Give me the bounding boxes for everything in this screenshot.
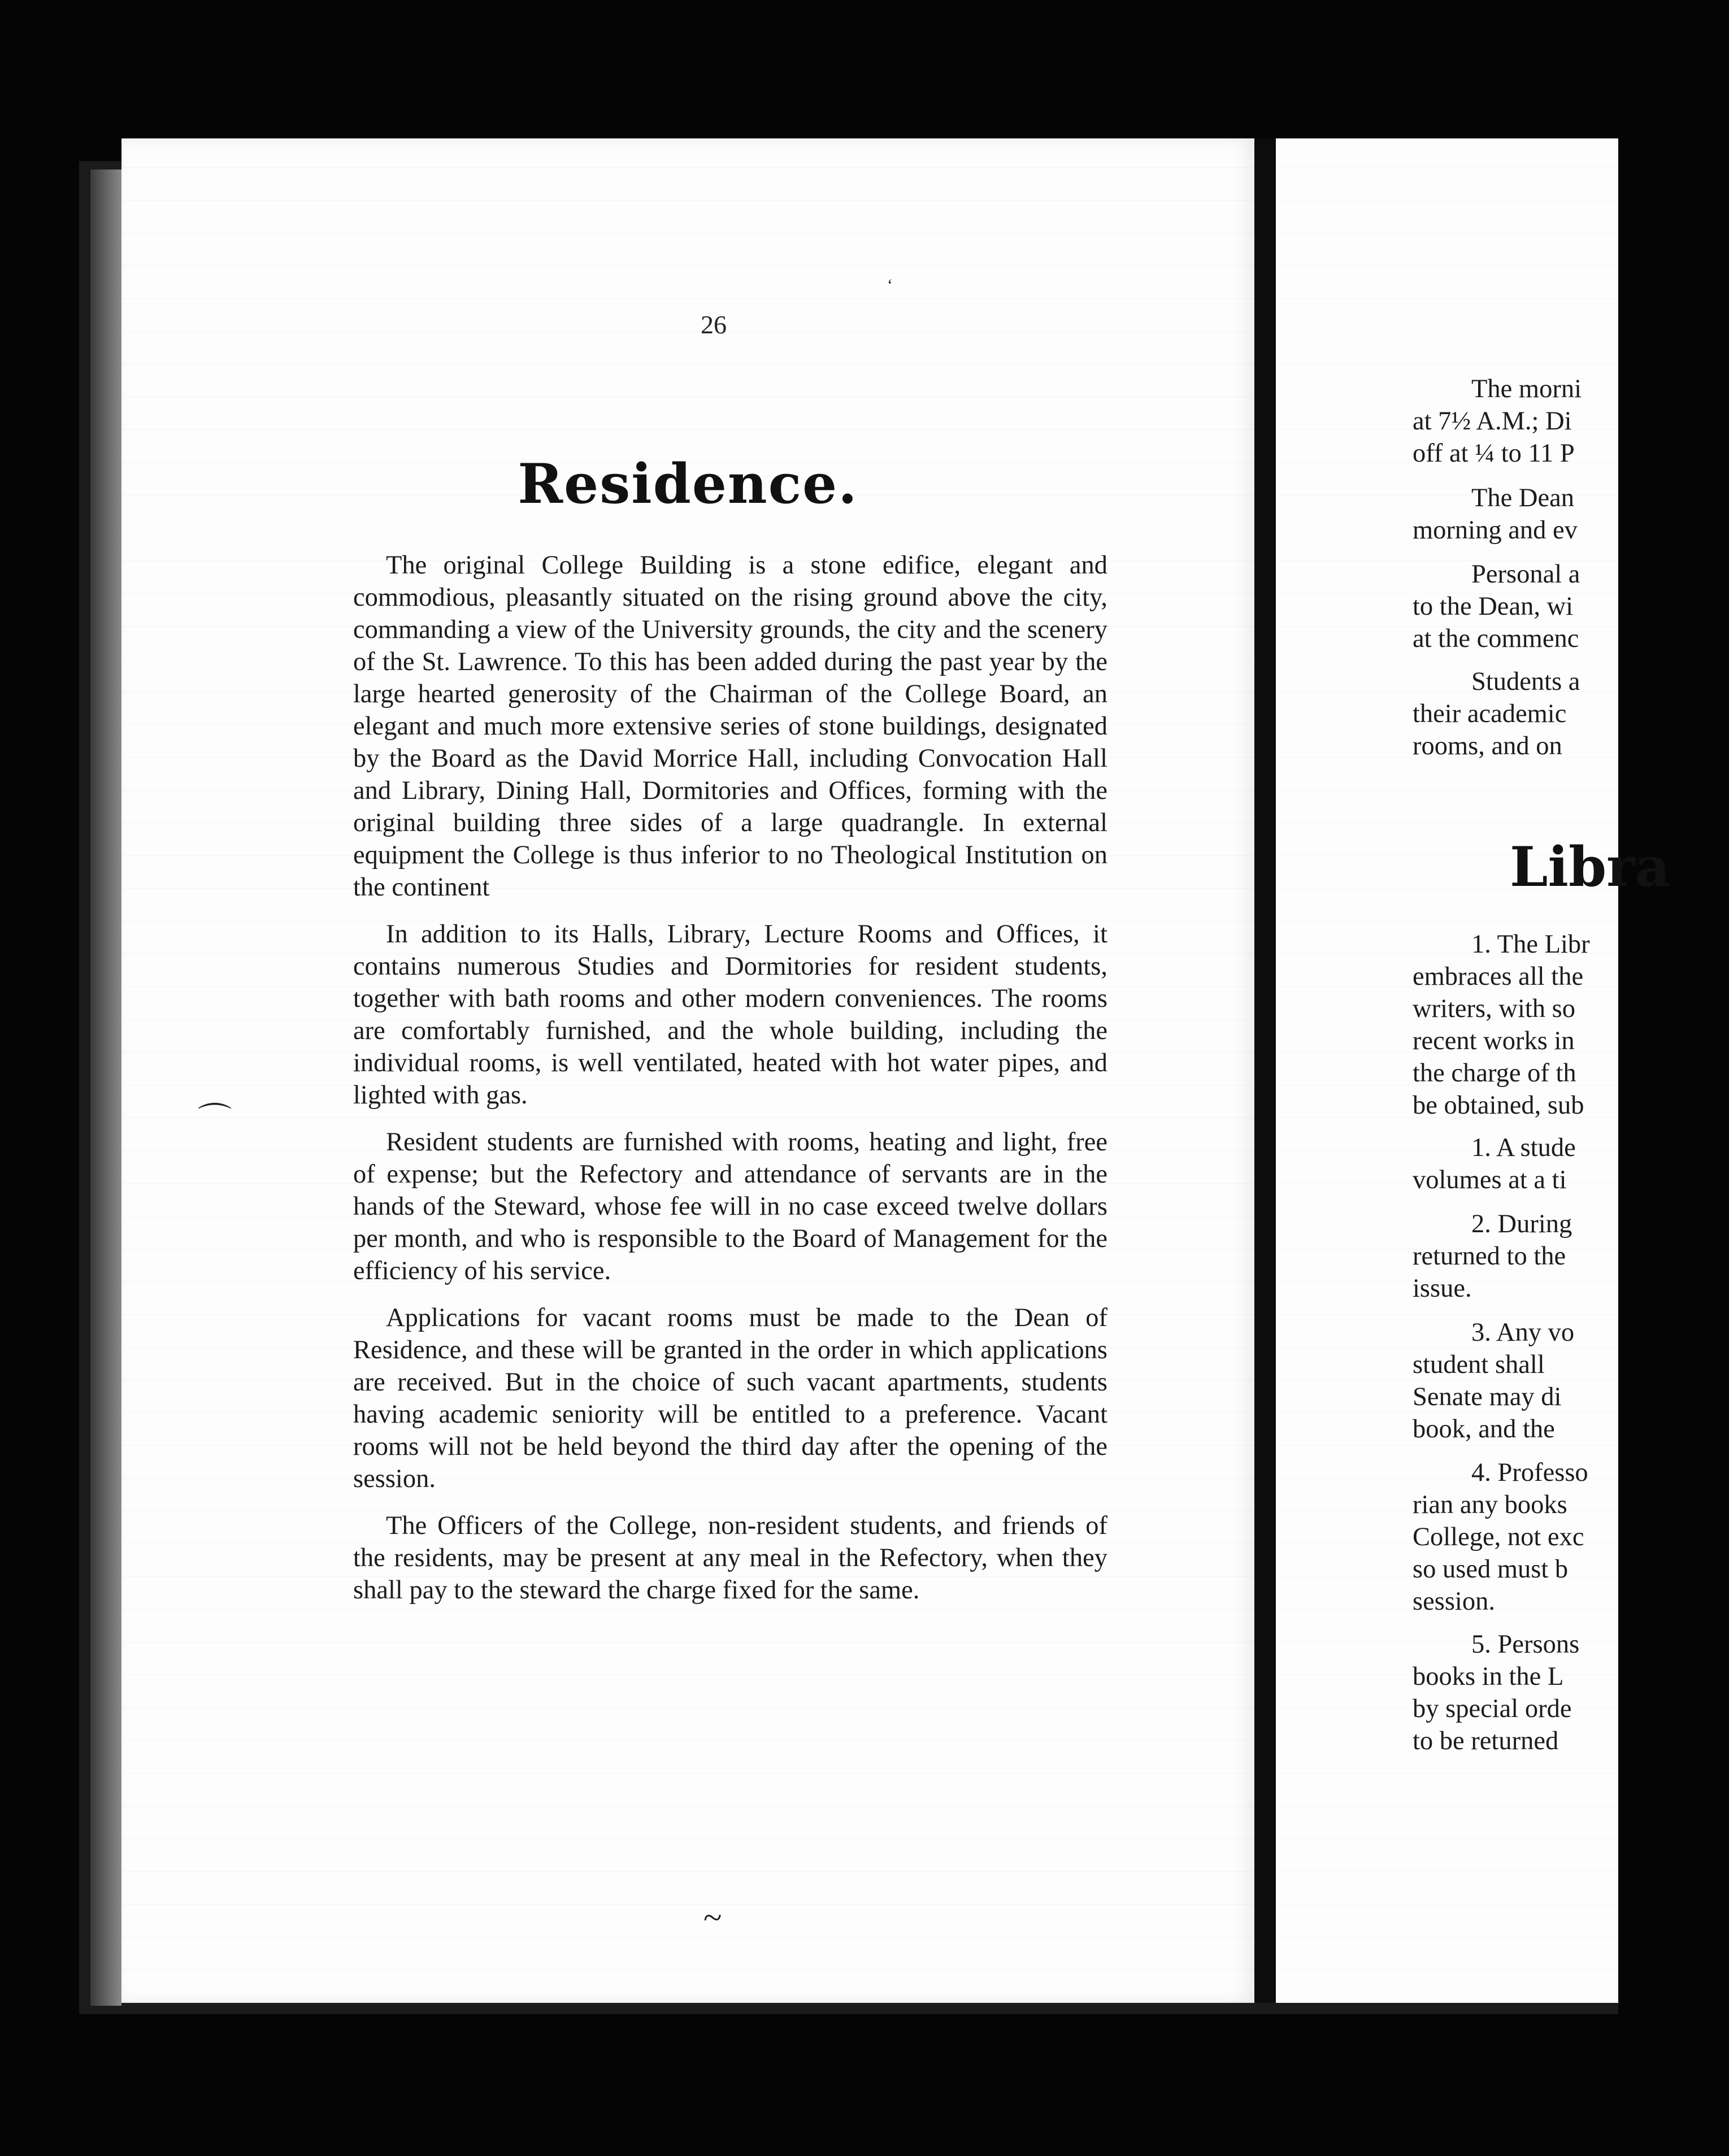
right-line: their academic (1413, 699, 1567, 728)
right-line: 1. A stude (1471, 1133, 1576, 1162)
right-line: at 7½ A.M.; Di (1413, 407, 1572, 436)
right-line: writers, with so (1413, 994, 1576, 1023)
right-block-10 (1413, 1628, 1729, 1757)
paragraph-3: Resident students are furnished with rooms, heating and light, free of expense; but the Refectory and attendance of servants are in the hands of the Steward, whose fee will in no case exceed twelve dollars per month, and who is responsible to the Board of Management for the efficiency of his service. (353, 1128, 1107, 1285)
section-heading-residence: Residence. (518, 452, 858, 516)
right-line: off at ¼ to 11 P (1413, 439, 1575, 468)
right-line: session. (1413, 1587, 1495, 1616)
right-line: issue. (1413, 1274, 1472, 1303)
paragraph-4: Applications for vacant rooms must be made to the Dean of Residence, and these will be granted in the order in which applications are received. But in the choice of such vacant apartments, students having academic seniority will be entitled to a preference. Vacant rooms will not be held beyond the third day after the opening of the session. (353, 1303, 1107, 1493)
right-block-7 (1413, 1208, 1729, 1305)
right-line: book, and the (1413, 1415, 1555, 1444)
right-block-9 (1413, 1457, 1729, 1618)
paragraph-1: The original College Building is a stone edifice, elegant and commodious, pleasantly situated on the rising ground above the city, commanding a view of the University grounds, the city and the scenery of the St. Lawrence. To this has been added during the past year by the large hearted generosity of the Chairman of the College Board, an elegant and much more extensive series of stone buildings, designated by the Board as the David Morrice Hall, including Convocation Hall and Library, Dining Hall, Dormitories and Offices, forming with the original building three sides of a large quadrangle. In external equipment the College is thus inferior to no Theological Institution on the continent (353, 551, 1107, 902)
right-line: Senate may di (1413, 1383, 1562, 1411)
right-line: The Dean (1471, 484, 1575, 512)
right-line: volumes at a ti (1413, 1166, 1567, 1194)
page-number: 26 (701, 310, 727, 339)
right-page-text-clip (1276, 138, 1670, 2003)
scan-speck: ~ (703, 1899, 722, 1936)
right-block-5 (1413, 928, 1729, 1122)
right-line: The morni (1471, 375, 1582, 403)
section-heading-library: Libra (1510, 835, 1670, 899)
right-line: books in the L (1413, 1662, 1564, 1691)
right-line: 1. The Libr (1471, 930, 1590, 959)
right-line: Students a (1471, 667, 1580, 696)
paragraph-2: In addition to its Halls, Library, Lecture Rooms and Offices, it contains numerous Studies and Dormitories for resident students, together with bath rooms and other modern conveniences. The rooms are comfortably furnished, and the whole building, including the individual rooms, is well ventilated, heated with hot water pipes, and lighted with gas. (353, 920, 1107, 1110)
right-block-4 (1413, 666, 1729, 762)
right-block-8 (1413, 1316, 1729, 1445)
right-line: at the commenc (1413, 624, 1579, 653)
right-block-3 (1413, 558, 1729, 655)
right-block-2 (1413, 482, 1729, 546)
scan-speck: ʻ (887, 276, 893, 294)
right-block-1 (1413, 373, 1729, 470)
right-block-6 (1413, 1132, 1729, 1196)
right-line: 5. Persons (1471, 1630, 1580, 1659)
right-line: Personal a (1471, 560, 1580, 589)
right-line: the charge of th (1413, 1059, 1576, 1088)
right-line: 4. Professo (1471, 1458, 1588, 1487)
right-line: 2. During (1471, 1210, 1572, 1238)
scan-speck: ⌒ (198, 1102, 232, 1139)
right-line: student shall (1413, 1350, 1545, 1379)
right-line: morning and ev (1413, 516, 1578, 545)
right-line: to the Dean, wi (1413, 592, 1574, 621)
right-line: College, not exc (1413, 1523, 1584, 1551)
right-line: so used must b (1413, 1555, 1569, 1584)
right-line: returned to the (1413, 1242, 1566, 1271)
right-line: rian any books (1413, 1490, 1567, 1519)
right-line: rooms, and on (1413, 732, 1562, 760)
right-line: 3. Any vo (1471, 1318, 1575, 1347)
right-line: by special orde (1413, 1694, 1572, 1723)
right-line: to be returned (1413, 1727, 1559, 1755)
right-line: embraces all the (1413, 962, 1584, 991)
right-line: be obtained, sub (1413, 1091, 1584, 1120)
right-line: recent works in (1413, 1027, 1575, 1055)
paragraph-5: The Officers of the College, non-resident students, and friends of the residents, may be present at any meal in the Refectory, when they shall pay to the steward the charge fixed for the same. (353, 1511, 1107, 1605)
